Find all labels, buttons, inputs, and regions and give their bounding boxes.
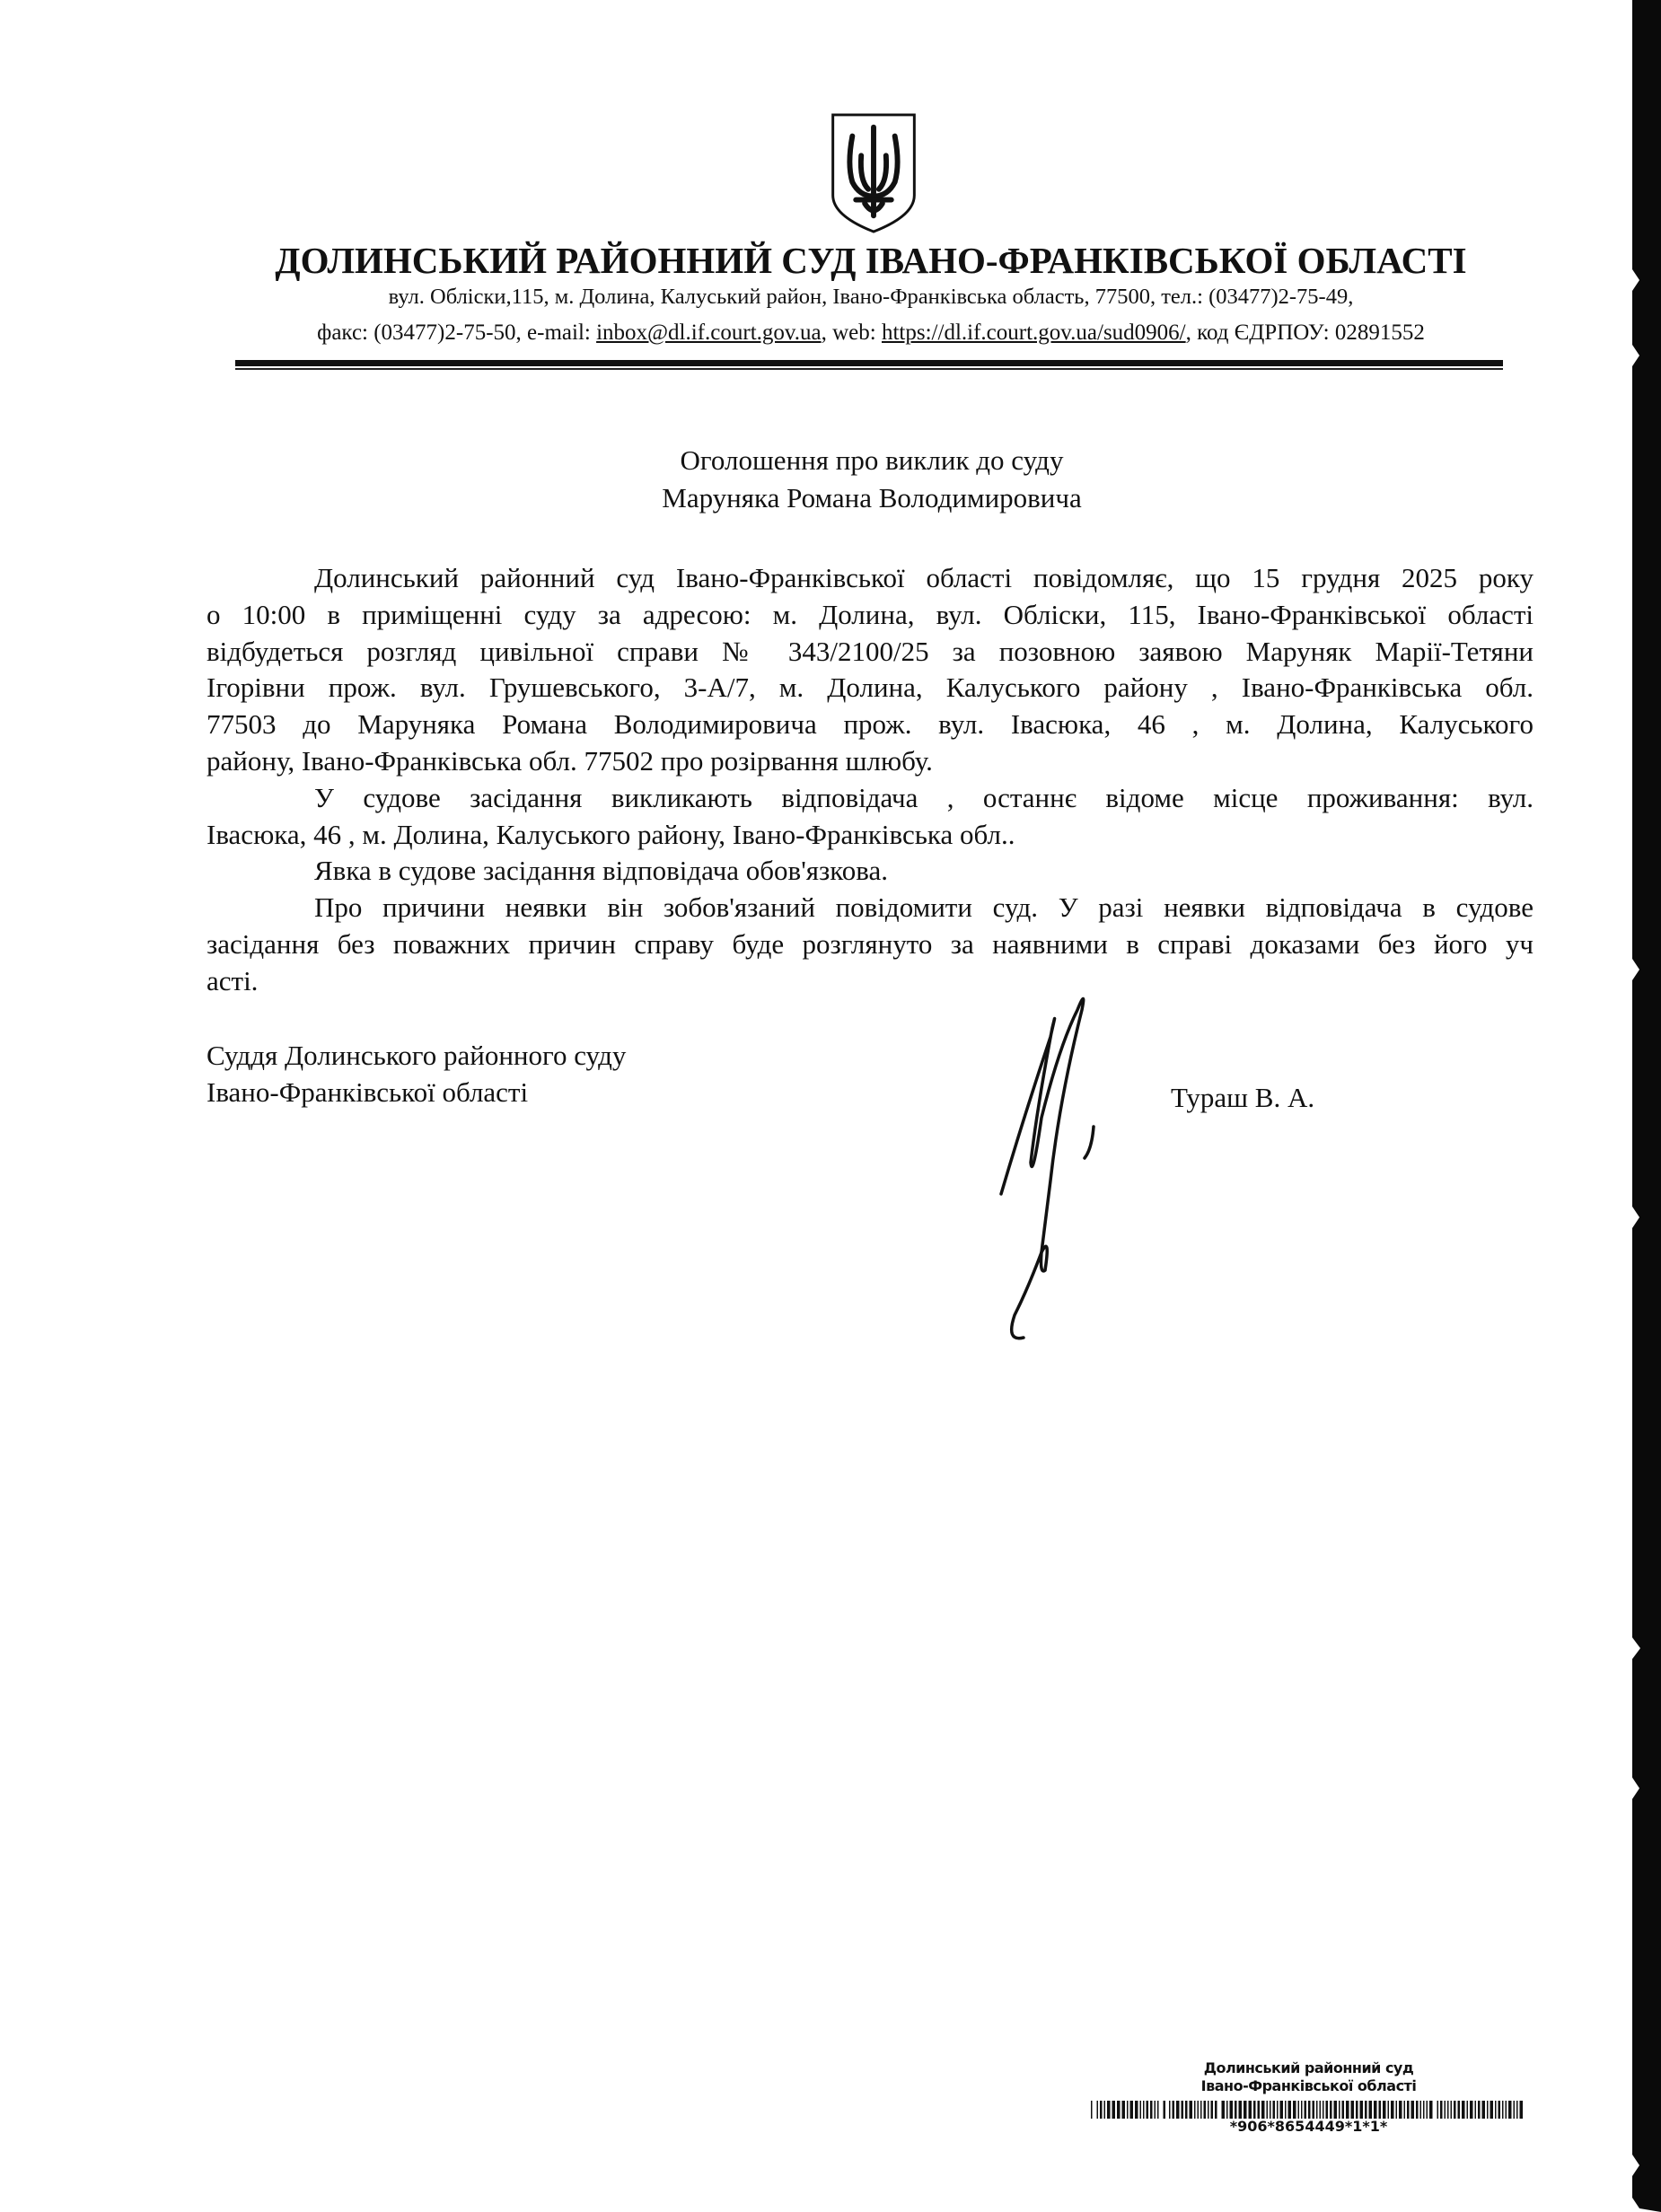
barcode-bar [1298, 2101, 1300, 2119]
barcode-bar [1451, 2101, 1453, 2119]
barcode-bar [1277, 2101, 1279, 2119]
barcode-bar [1429, 2101, 1433, 2119]
barcode-bar [1420, 2101, 1422, 2119]
barcode-bar [1369, 2101, 1373, 2119]
barcode-bar [1147, 2101, 1149, 2119]
barcode-bar [1383, 2101, 1386, 2119]
barcode-bar [1411, 2101, 1415, 2119]
barcode-bar [1261, 2101, 1265, 2119]
website-link[interactable]: https://dl.if.court.gov.ua/sud0906/ [881, 320, 1186, 345]
barcode-bar [1226, 2101, 1228, 2119]
barcode-bar [1470, 2101, 1473, 2119]
barcode-bar [1308, 2101, 1311, 2119]
barcode-bar [1135, 2101, 1138, 2119]
body-line: Ігорівни прож. вул. Грушевського, 3-А/7, м. Долина, Калуського району , Івано-Франківська обл. [207, 672, 1534, 704]
barcode-bar [1475, 2101, 1477, 2119]
barcode-bar [1351, 2101, 1355, 2119]
barcode-bar [1200, 2101, 1202, 2119]
barcode-bar [1316, 2101, 1318, 2119]
barcode-bar [1445, 2101, 1446, 2119]
barcode-number: *906*8654449*1*1* [1229, 2118, 1388, 2135]
body-line: Долинський районний суд Івано-Франківської області повідомляє, що 15 грудня 2025 року [314, 562, 1534, 593]
barcode-bar [1112, 2101, 1116, 2119]
barcode-bar [1498, 2101, 1501, 2119]
barcode-bar [1100, 2101, 1103, 2119]
edrpou-code: , код ЄДРПОУ: 02891552 [1185, 320, 1425, 345]
barcode-bar [1458, 2101, 1461, 2119]
judge-name: Тураш В. А. [1171, 1082, 1315, 1113]
stamp-line: Долинський районний суд [1203, 2059, 1414, 2076]
barcode-bar [1267, 2101, 1269, 2119]
barcode-bar [1117, 2101, 1121, 2119]
barcode-bar [1520, 2101, 1524, 2119]
notice-title: Оголошення про виклик до суду [680, 444, 1064, 476]
barcode-bar [1150, 2101, 1153, 2119]
barcode-bar [1169, 2101, 1171, 2119]
barcode-bar [1104, 2101, 1106, 2119]
barcode-bar [1288, 2101, 1292, 2119]
barcode-bar [1516, 2101, 1518, 2119]
judge-position [207, 1037, 626, 1110]
barcode-bar [1396, 2101, 1398, 2119]
barcode-bar [1122, 2101, 1126, 2119]
barcode-bar [1490, 2101, 1494, 2119]
barcode-bar [1326, 2101, 1329, 2119]
barcode-bar [1130, 2101, 1134, 2119]
barcode-bar [1155, 2101, 1156, 2119]
barcode-bar [1143, 2101, 1145, 2119]
barcode-bar [1334, 2101, 1338, 2119]
handwritten-signature [988, 974, 1194, 1347]
barcode-bar [1127, 2101, 1129, 2119]
barcode-bar [1502, 2101, 1504, 2119]
scan-edge [1632, 0, 1661, 2212]
barcode-bar [1320, 2101, 1322, 2119]
body-line: засідання без поважних причин справу буде розглянуто за наявними в справі доказами без його уч [207, 927, 1534, 960]
barcode-bar [1190, 2101, 1193, 2119]
stamp-line: Івано-Франківської області [1200, 2077, 1417, 2094]
barcode-bar [1416, 2101, 1419, 2119]
judge-position-line: Суддя Долинського районного суду [207, 1040, 627, 1071]
barcode-bar [1313, 2101, 1315, 2119]
barcode-bar [1091, 2101, 1093, 2119]
body-line: 77503 до Маруняка Романа Володимировича прож. вул. Івасюка, 46 , м. Долина, Калуського [207, 708, 1534, 741]
barcode-bar [1164, 2101, 1166, 2119]
barcode-bar [1244, 2101, 1247, 2119]
barcode-bar [1285, 2101, 1287, 2119]
body-line: о 10:00 в приміщенні суду за адресою: м. Долина, вул. Обліски, 115, Івано-Франківської області [207, 598, 1534, 630]
court-address: вул. Обліски,115, м. Долина, Калуський район, Івано-Франківська область, 77500, тел.: (03477)2-75-49, [388, 285, 1354, 309]
header-divider-thin [235, 368, 1503, 370]
court-contacts [0, 320, 1661, 346]
body-line: відбудеться розгляд цивільної справи № 343/2100/25 за позовною заявою Маруняк Марії-Тетяни [207, 635, 1534, 667]
barcode-bar [1399, 2101, 1402, 2119]
barcode-bar [1230, 2101, 1234, 2119]
barcode-bar [1323, 2101, 1324, 2119]
barcode-bar [1404, 2101, 1406, 2119]
barcode-bar [1447, 2101, 1449, 2119]
barcode-bar [1514, 2101, 1516, 2119]
barcode-bar [1482, 2101, 1486, 2119]
barcode-bar [1280, 2101, 1284, 2119]
barcode-bar [1208, 2101, 1209, 2119]
barcode-bar [1437, 2101, 1439, 2119]
barcode-bar [1198, 2101, 1200, 2119]
barcode-bar [1440, 2101, 1443, 2119]
barcode-bar [1107, 2101, 1111, 2119]
barcode-bar [1388, 2101, 1390, 2119]
email-link[interactable]: inbox@dl.if.court.gov.ua [596, 320, 822, 345]
barcode-bar [1495, 2101, 1497, 2119]
barcode-bar [1194, 2101, 1196, 2119]
barcode-bar [1508, 2101, 1512, 2119]
barcode-bar [1478, 2101, 1481, 2119]
barcode-bar [1374, 2101, 1377, 2119]
barcode-bar [1215, 2101, 1217, 2119]
barcode-bar [1211, 2101, 1214, 2119]
barcode-bar [1182, 2101, 1184, 2119]
barcode-bar [1462, 2101, 1465, 2119]
header-divider-thick [235, 360, 1503, 366]
barcode-bar [1185, 2101, 1188, 2119]
barcode-bar [1235, 2101, 1237, 2119]
barcode-bar [1270, 2101, 1271, 2119]
notice-subject-name: Маруняка Романа Володимировича [662, 482, 1082, 514]
barcode-bar [1239, 2101, 1243, 2119]
coat-of-arms-icon [828, 111, 919, 235]
barcode-bar [1391, 2101, 1394, 2119]
barcode-bar [1258, 2101, 1261, 2119]
fax-label: факс: (03477)2-75-50, e-mail: [317, 320, 597, 345]
barcode-bar [1467, 2101, 1469, 2119]
judge-position-line: Івано-Франківської області [207, 1076, 529, 1108]
barcode-bar [1487, 2101, 1489, 2119]
barcode-bar [1097, 2101, 1099, 2119]
barcode [1091, 2101, 1524, 2119]
barcode-bar [1305, 2101, 1307, 2119]
web-label: , web: [821, 320, 882, 345]
barcode-bar [1222, 2101, 1226, 2119]
barcode-bar [1360, 2101, 1364, 2119]
court-name-heading: ДОЛИНСЬКИЙ РАЙОННИЙ СУД ІВАНО-ФРАНКІВСЬКОЇ ОБЛАСТІ [275, 240, 1467, 281]
barcode-bar [1293, 2101, 1296, 2119]
barcode-bar [1379, 2101, 1382, 2119]
barcode-bar [1356, 2101, 1358, 2119]
body-line: району, Івано-Франківська обл. 77502 про розірвання шлюбу. [207, 744, 933, 777]
body-line: Про причини неявки він зобов'язаний повідомити суд. У разі неявки відповідача в судове [314, 891, 1534, 924]
barcode-bar [1273, 2101, 1276, 2119]
body-line: Івасюка, 46 , м. Долина, Калуського району, Івано-Франківська обл.. [207, 818, 1015, 850]
barcode-bar [1365, 2101, 1367, 2119]
barcode-bar [1339, 2101, 1340, 2119]
barcode-bar [1249, 2101, 1252, 2119]
barcode-bar [1506, 2101, 1507, 2119]
barcode-bar [1253, 2101, 1256, 2119]
barcode-bar [1204, 2101, 1207, 2119]
scan-edge-shadow [1616, 0, 1661, 2212]
barcode-bar [1173, 2101, 1175, 2119]
body-line: асті. [207, 964, 259, 996]
barcode-bar [1140, 2101, 1142, 2119]
barcode-bar [1427, 2101, 1428, 2119]
barcode-bar [1423, 2101, 1425, 2119]
notice-body [207, 560, 1534, 1000]
barcode-bar [1157, 2101, 1159, 2119]
barcode-bar [1407, 2101, 1410, 2119]
registry-stamp [1091, 2059, 1526, 2095]
barcode-bar [1346, 2101, 1349, 2119]
barcode-bar [1330, 2101, 1332, 2119]
barcode-bar [1301, 2101, 1303, 2119]
body-line: Явка в судове засідання відповідача обов'язкова. [314, 855, 889, 887]
barcode-bar [1176, 2101, 1180, 2119]
barcode-bar [1454, 2101, 1456, 2119]
body-line: У судове засідання викликають відповідача , останнє відоме місце проживання: вул. [314, 781, 1534, 813]
barcode-bar [1342, 2101, 1345, 2119]
